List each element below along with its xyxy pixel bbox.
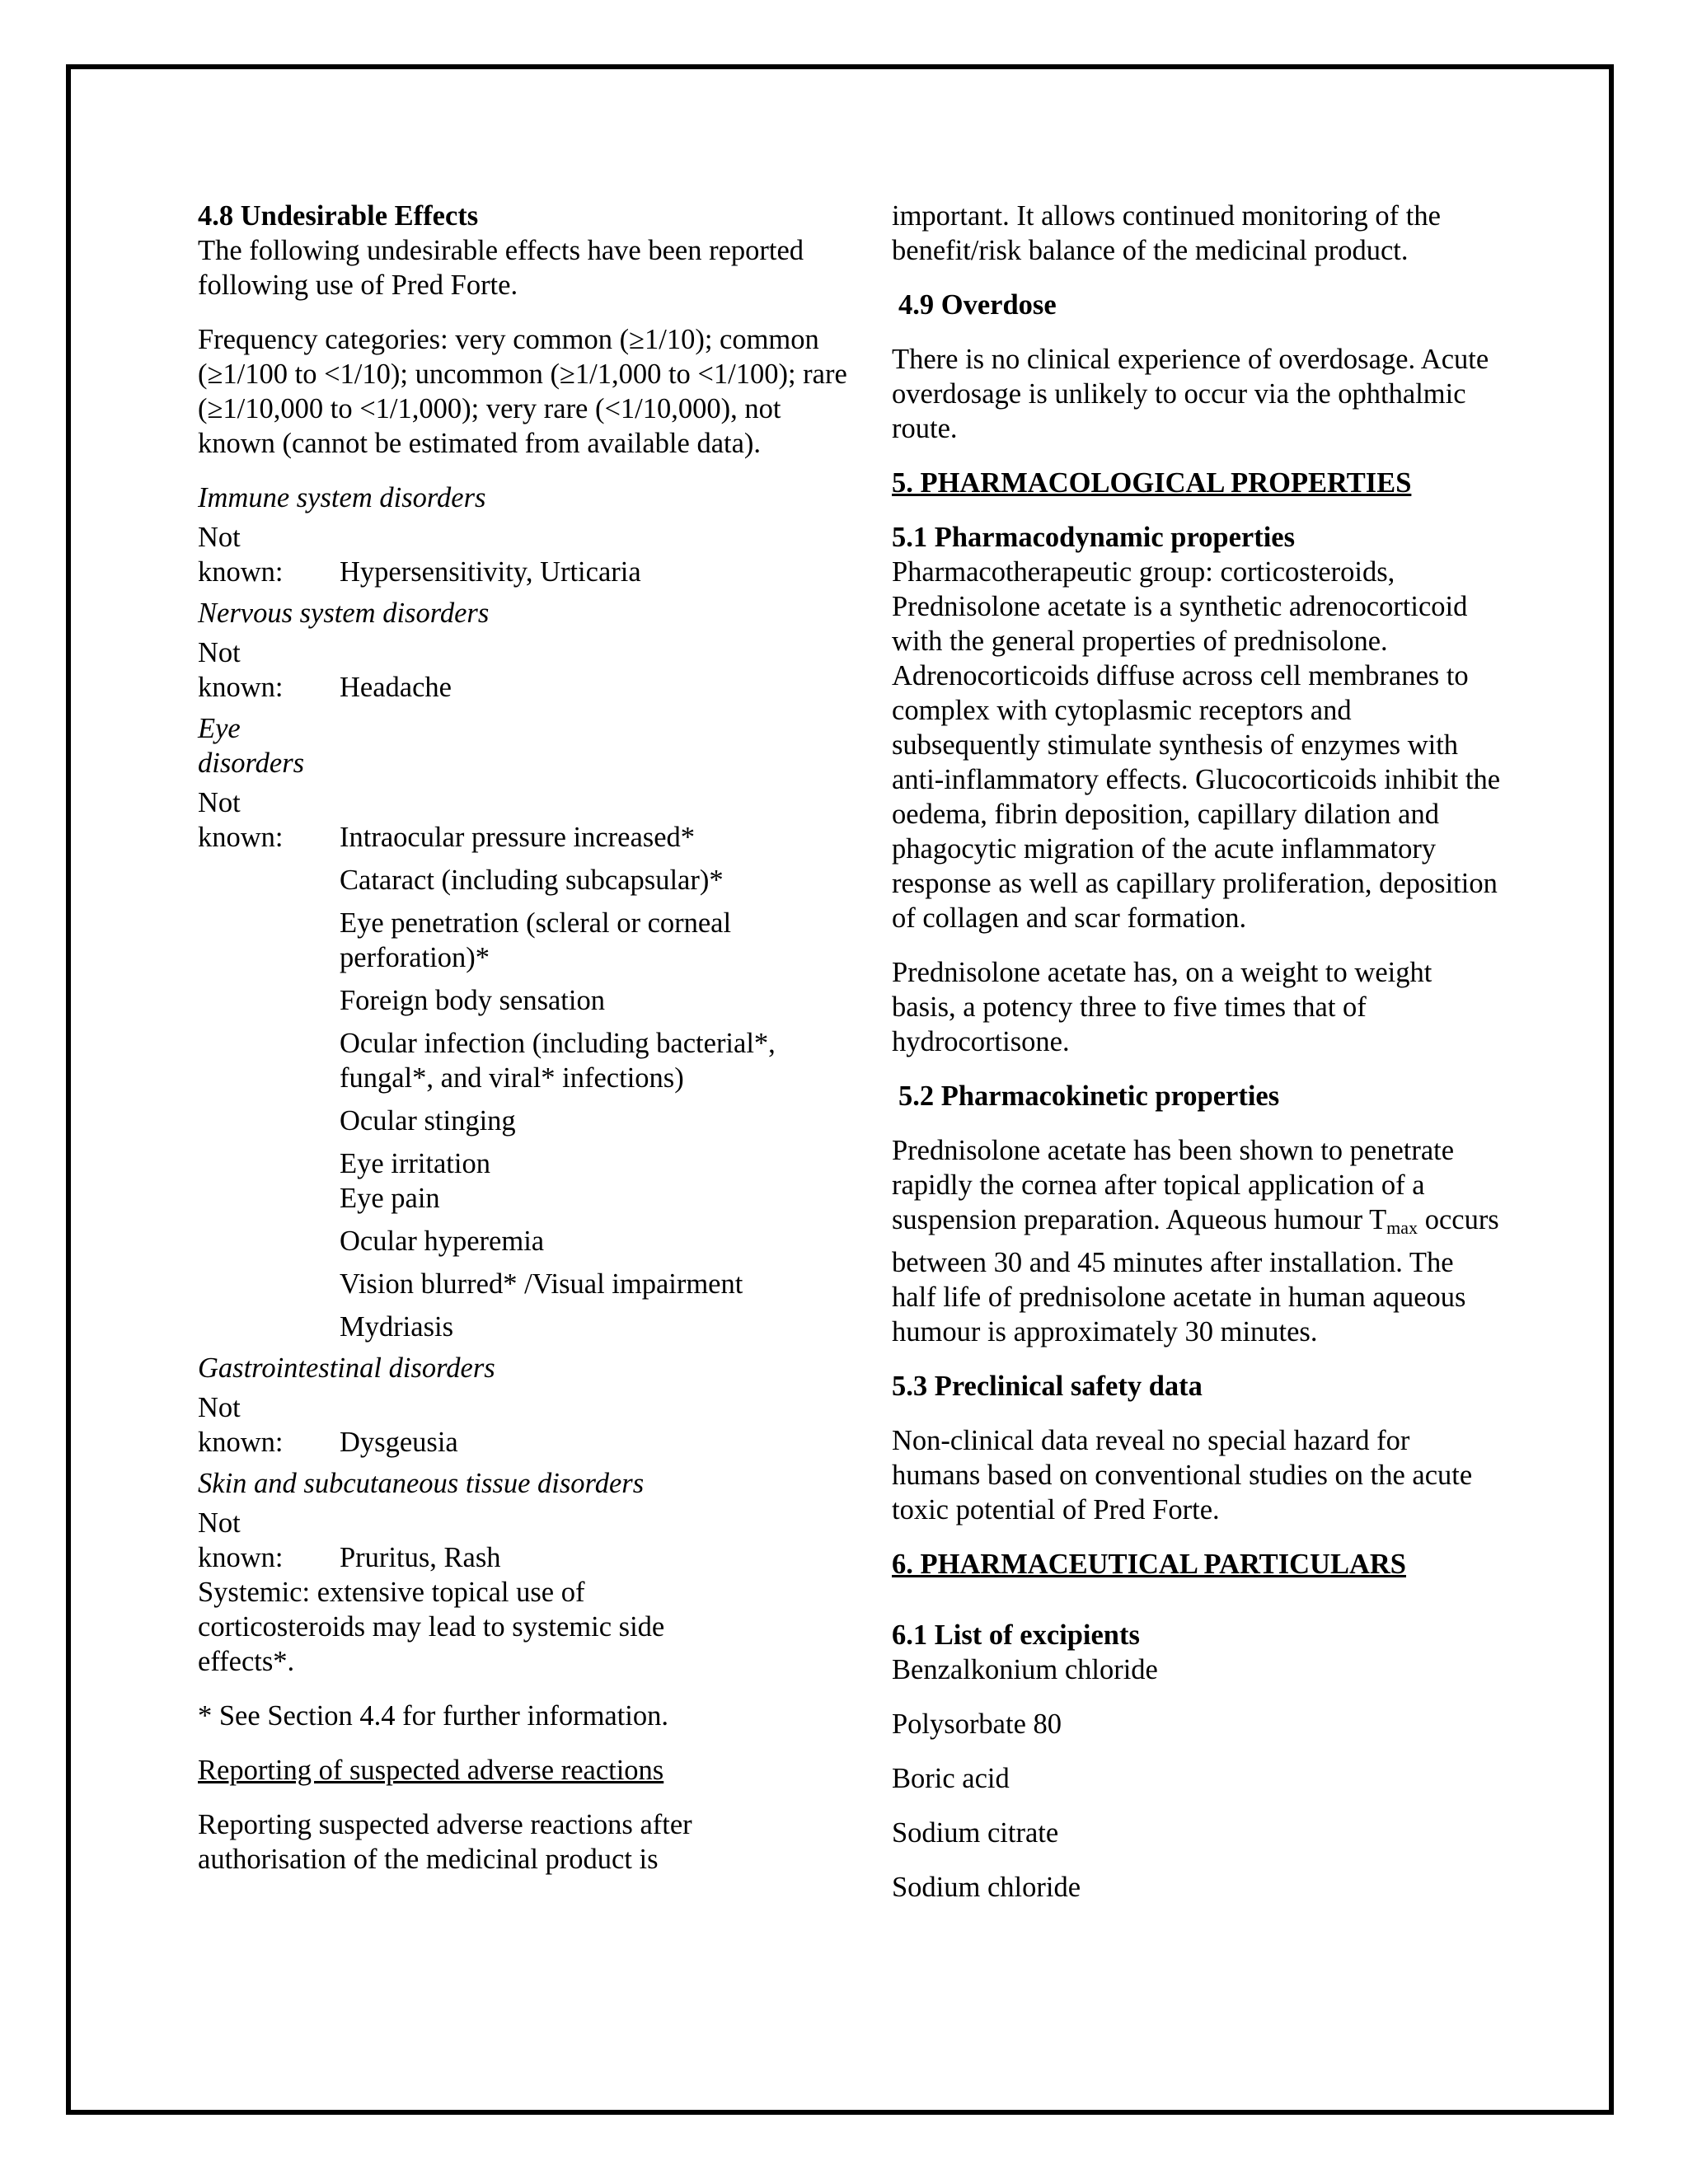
- section-6-1-heading: 6.1 List of excipients: [892, 1619, 1140, 1651]
- eye-item-11: Mydriasis: [340, 1311, 453, 1343]
- continued-text: important. It allows continued monitoring of the benefit/risk balance of the medicinal product.: [892, 200, 1441, 266]
- section-5-2-text-a: Prednisolone acetate has been shown to penetrate rapidly the cornea after topical application of a suspension preparation. Aqueous humour T: [892, 1135, 1455, 1235]
- eye-heading: Eye disorders: [198, 713, 305, 779]
- gi-label: Not known:: [198, 1392, 284, 1458]
- eye-row: [198, 785, 857, 855]
- section-5-2-text: [892, 1133, 1502, 1349]
- nervous-row: [198, 635, 857, 705]
- excipient-item: Benzalkonium chloride: [892, 1654, 1158, 1685]
- tmax-subscript: max: [1386, 1217, 1418, 1238]
- eye-item-2: Cataract (including subcapsular)*: [340, 865, 724, 896]
- nervous-value: Headache: [340, 672, 452, 703]
- section-6-heading: 6. PHARMACEUTICAL PARTICULARS: [892, 1549, 1406, 1580]
- section-5-1-potency: Prednisolone acetate has, on a weight to weight basis, a potency three to five times that of hydrocortisone.: [892, 957, 1432, 1057]
- excipient-item: Polysorbate 80: [892, 1708, 1062, 1740]
- eye-item-6: Ocular stinging: [340, 1105, 516, 1137]
- eye-item-4: Foreign body sensation: [340, 985, 605, 1016]
- eye-item-9: Ocular hyperemia: [340, 1226, 545, 1257]
- gi-heading: Gastrointestinal disorders: [198, 1352, 495, 1384]
- gi-row: [198, 1390, 857, 1460]
- skin-heading: Skin and subcutaneous tissue disorders: [198, 1468, 645, 1499]
- left-column: [198, 199, 857, 1877]
- section-4-9-text: There is no clinical experience of overdosage. Acute overdosage is unlikely to occur via the ophthalmic route.: [892, 344, 1489, 444]
- reporting-heading: Reporting of suspected adverse reactions: [198, 1755, 664, 1786]
- excipient-item: Boric acid: [892, 1763, 1010, 1794]
- immune-row: [198, 520, 857, 589]
- gi-value: Dysgeusia: [340, 1427, 458, 1458]
- section-4-8-heading: 4.8 Undesirable Effects: [198, 200, 479, 232]
- immune-label: Not known:: [198, 522, 284, 588]
- see-section-note: * See Section 4.4 for further information.: [198, 1700, 669, 1732]
- section-4-9-heading: 4.9 Overdose: [898, 289, 1057, 321]
- section-5-1-text: Pharmacotherapeutic group: corticosteroids, Prednisolone acetate is a synthetic adrenocorticoid with the general properties of prednisolone. Adrenocorticoids diffuse across cell membranes to complex with cytoplasmic receptors and subsequently stimulate synthesis of enzymes with anti-inflammatory effects. Glucocorticoids inhibit the oedema, fibrin deposition, capillary dilation and phagocytic migration of the acute inflammatory response as well as capillary proliferation, deposition of collagen and scar formation.: [892, 556, 1501, 934]
- section-4-8-intro: The following undesirable effects have been reported following use of Pred Forte.: [198, 235, 804, 301]
- excipient-item: Sodium citrate: [892, 1817, 1059, 1849]
- section-5-heading: 5. PHARMACOLOGICAL PROPERTIES: [892, 467, 1412, 499]
- section-5-1-heading: 5.1 Pharmacodynamic properties: [892, 522, 1296, 553]
- eye-item-8: Eye pain: [340, 1183, 440, 1214]
- eye-item-1: Intraocular pressure increased*: [340, 822, 696, 853]
- section-5-2-heading: 5.2 Pharmacokinetic properties: [898, 1080, 1280, 1112]
- skin-row: [198, 1506, 857, 1575]
- nervous-label: Not known:: [198, 637, 284, 703]
- systemic-note: Systemic: extensive topical use of corticosteroids may lead to systemic side effects*.: [198, 1577, 665, 1677]
- eye-item-3: Eye penetration (scleral or corneal perforation)*: [340, 907, 732, 973]
- reporting-text: Reporting suspected adverse reactions after authorisation of the medicinal product is: [198, 1809, 692, 1875]
- excipient-item: Sodium chloride: [892, 1872, 1081, 1903]
- eye-item-7: Eye irritation: [340, 1148, 490, 1179]
- frequency-categories: Frequency categories: very common (≥1/10); common (≥1/100 to <1/10); uncommon (≥1/1,000 to <1/100); rare (≥1/10,000 to <1/1,000); very rare (<1/10,000), not known (cannot be estimated from available data).: [198, 324, 847, 459]
- section-5-3-text: Non-clinical data reveal no special hazard for humans based on conventional studies on the acute toxic potential of Pred Forte.: [892, 1425, 1473, 1526]
- nervous-heading: Nervous system disorders: [198, 598, 490, 629]
- skin-label: Not known:: [198, 1507, 284, 1573]
- right-column: [892, 199, 1502, 1905]
- section-5-2-text-b: occurs between 30 and 45 minutes after installation. The half life of prednisolone acetate in human aqueous humour is approximately 30 minutes.: [892, 1204, 1499, 1347]
- eye-label: Not known:: [198, 787, 284, 853]
- section-5-3-heading: 5.3 Preclinical safety data: [892, 1371, 1203, 1402]
- eye-item-5: Ocular infection (including bacterial*, fungal*, and viral* infections): [340, 1028, 776, 1094]
- eye-item-10: Vision blurred* /Visual impairment: [340, 1268, 743, 1300]
- immune-heading: Immune system disorders: [198, 482, 486, 513]
- immune-value: Hypersensitivity, Urticaria: [340, 556, 641, 588]
- skin-value: Pruritus, Rash: [340, 1542, 501, 1573]
